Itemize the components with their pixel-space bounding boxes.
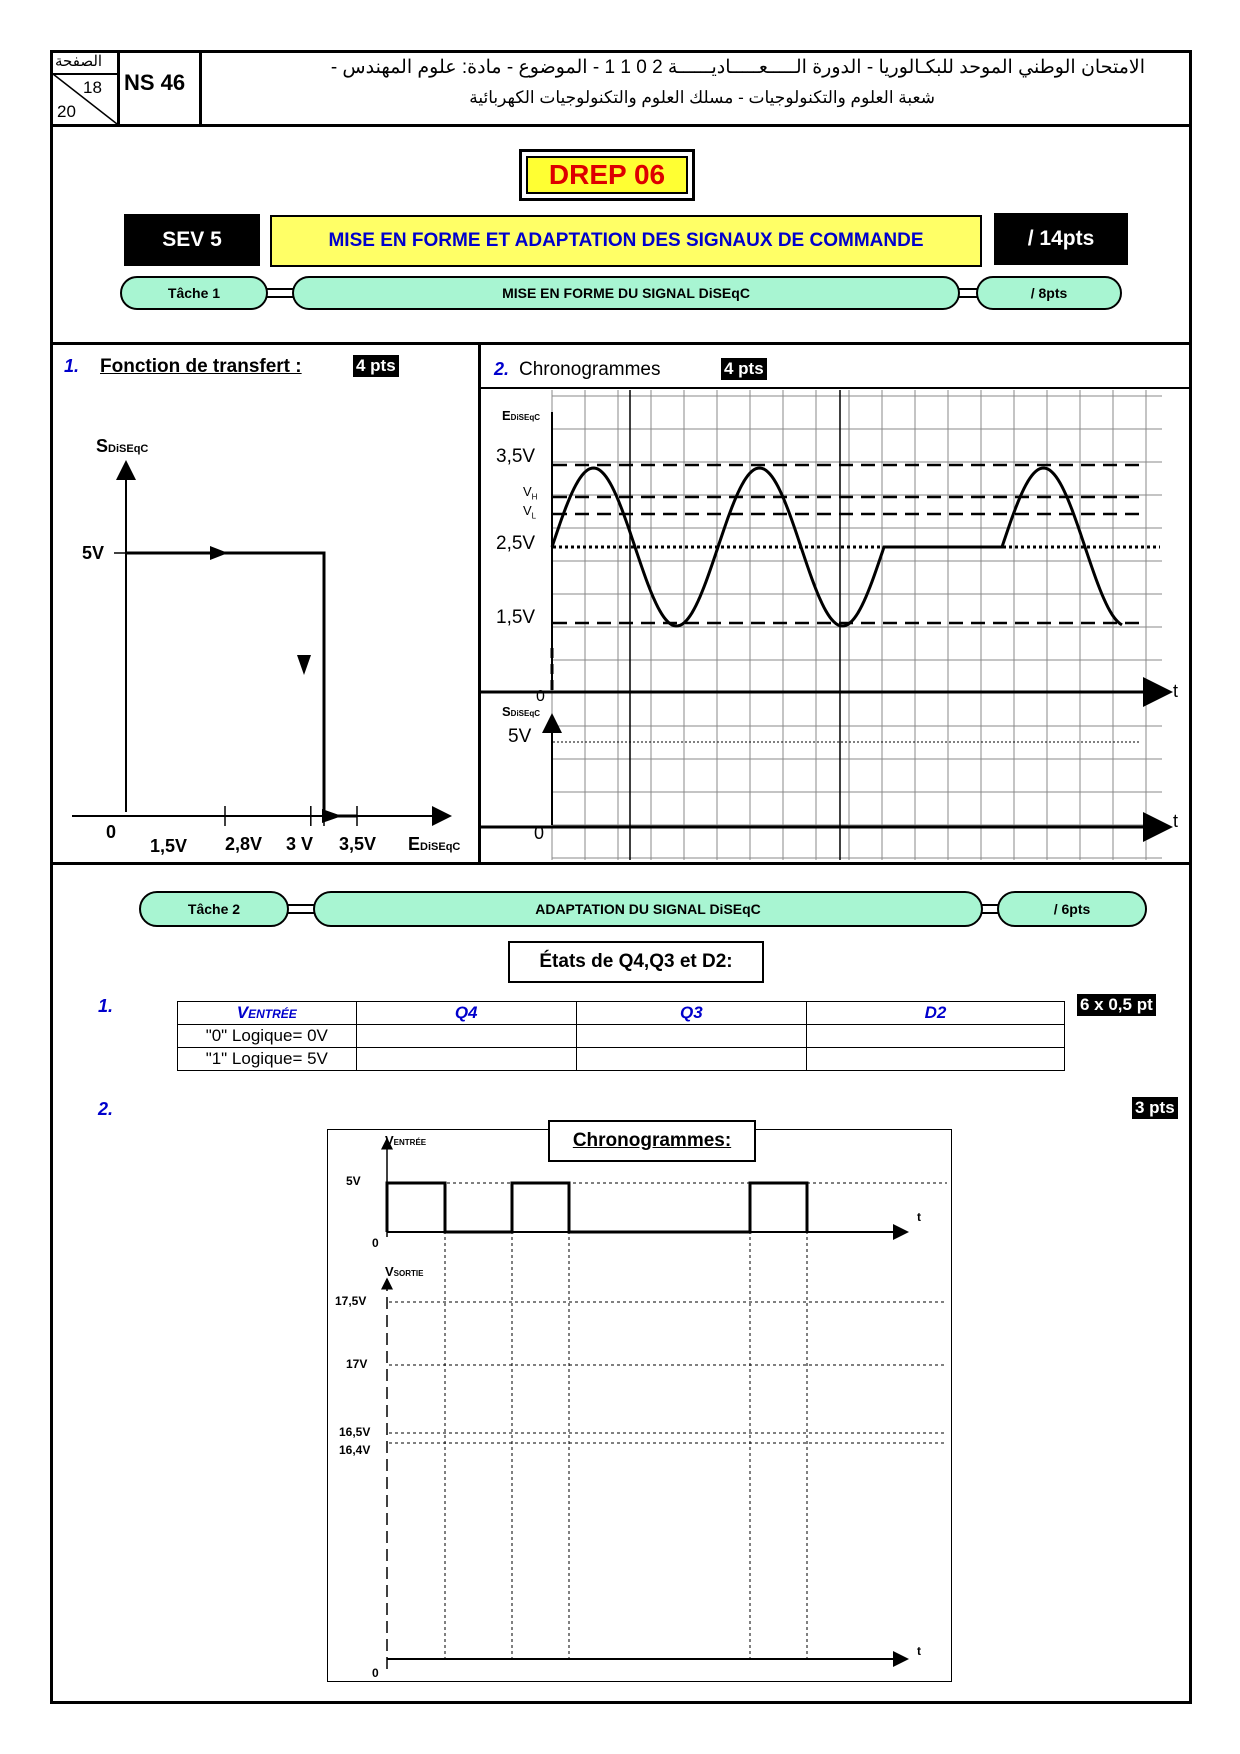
level-label-2-5v: 2,5V [496,533,536,554]
cell-d2-1[interactable] [806,1048,1064,1071]
exam-code: NS 46 [124,70,186,95]
table-row [178,1025,1065,1048]
header-sep-2 [199,50,202,125]
part2-pts: 4 pts [721,358,767,380]
vout-level-3: 16,4V [339,1443,371,1457]
vout-level-1: 17V [346,1357,368,1371]
arrow-right-icon [210,546,228,560]
vout-level-0: 17,5V [335,1294,367,1308]
vin-t: t [917,1210,921,1224]
page-number-box [53,52,117,124]
header-divider [50,124,1192,127]
section-divider-2 [50,862,1192,865]
drep-label: DREP 06 [526,156,688,194]
s-level-label: 5V [508,726,532,747]
part2-num: 2. [494,359,510,379]
s-axis-label: SDiSEqC [502,704,541,719]
sev-title: MISE EN FORME ET ADAPTATION DES SIGNAUX DE COMMANDE [270,215,982,267]
q2-num: 2. [98,1099,114,1119]
level-label-1-5v: 1,5V [496,607,536,628]
arrow-down-icon [297,655,311,675]
task2-label: Tâche 2 [139,891,289,927]
q1-pts: 6 x 0,5 pt [1077,994,1156,1016]
cell-q3-0[interactable] [576,1025,806,1048]
task2-title: ADAPTATION DU SIGNAL DiSEqC [313,891,983,927]
page-word: الصفحة [55,53,103,70]
x-tick-2: 3 V [286,834,314,854]
part1-pts: 4 pts [353,355,399,377]
x-tick-3: 3,5V [339,834,377,854]
vout-zero: 0 [372,1666,379,1680]
vout-label: VSORTIE [385,1264,424,1279]
th-ventree: VENTRÉE [178,1002,357,1025]
vin-level: 5V [346,1174,361,1188]
header-sep-1 [117,50,120,125]
row1-label: "0" Logique= 0V [178,1025,357,1048]
x-tick-1: 2,8V [225,834,263,854]
arrow-right-icon-2 [322,809,342,823]
page-num: 18 [83,78,102,97]
task1-connector-2 [958,288,978,298]
level-label-vh: $V_H$ [523,484,538,502]
transfer-curve [126,553,357,816]
chrono2-title: Chronogrammes: [548,1120,756,1162]
table-header-row [178,1002,1065,1025]
task1-connector [266,288,294,298]
part2-title: Chronogrammes [519,359,661,380]
states-title: États de Q4,Q3 et D2: [508,941,764,983]
q1-num: 1. [98,996,114,1016]
y-axis-label: SDiSEqC [96,436,149,456]
s-zero: 0 [534,823,545,843]
input-pulses [387,1183,807,1232]
x-axis-label: EDiSEqC [408,834,461,854]
vin-zero: 0 [372,1236,379,1250]
level-label-vl: $V_L$ [523,503,537,521]
table-row [178,1048,1065,1071]
task2-points: / 6pts [997,891,1147,927]
task1-points: / 8pts [976,276,1122,310]
y-tick-5v: 5V [82,543,105,563]
th-q4: Q4 [356,1002,576,1025]
cell-q4-1[interactable] [356,1048,576,1071]
s-t-label: t [1173,811,1179,831]
cell-q4-0[interactable] [356,1025,576,1048]
row2-label: "1" Logique= 5V [178,1048,357,1071]
task1-label: Tâche 1 [120,276,268,310]
sev-label: SEV 5 [124,214,260,266]
task2-connector [287,904,315,914]
transfer-function-chart [60,400,475,860]
th-d2: D2 [806,1002,1064,1025]
task1-title: MISE EN FORME DU SIGNAL DiSEqC [292,276,960,310]
e-zero: 0 [536,688,545,705]
e-axis-label: EDiSEqC [502,408,541,423]
vout-t: t [917,1644,921,1658]
header-title: الامتحان الوطني الموحد للبكـالوريا - الدورة الـــــعـــــاديــــــة 2 0 1 1 - الموضوع - مادة: علوم المهندس - [330,57,1145,78]
origin-0: 0 [106,822,117,842]
sev-points: / 14pts [994,213,1128,265]
q2-pts: 3 pts [1132,1097,1178,1119]
th-q3: Q3 [576,1002,806,1025]
chrono-title-divider [480,387,1190,389]
part1-title: Fonction de transfert : [100,356,302,377]
chronogram-chart [480,390,1190,862]
level-label-3-5v: 3,5V [496,446,536,467]
cell-d2-0[interactable] [806,1025,1064,1048]
x-tick-0: 1,5V [150,836,188,856]
states-table [177,1001,1065,1071]
vout-level-2: 16,5V [339,1425,371,1439]
part1-num: 1. [64,356,80,376]
vin-label: VENTRÉE [385,1133,427,1148]
section-divider-1 [50,342,1192,345]
header-subtitle: شعبة العلوم والتكنولوجيات - مسلك العلوم والتكنولوجيات الكهربائية [469,88,935,107]
cell-q3-1[interactable] [576,1048,806,1071]
e-t-label: t [1173,681,1179,701]
chrono2-chart [327,1129,952,1682]
page-total: 20 [57,102,76,121]
